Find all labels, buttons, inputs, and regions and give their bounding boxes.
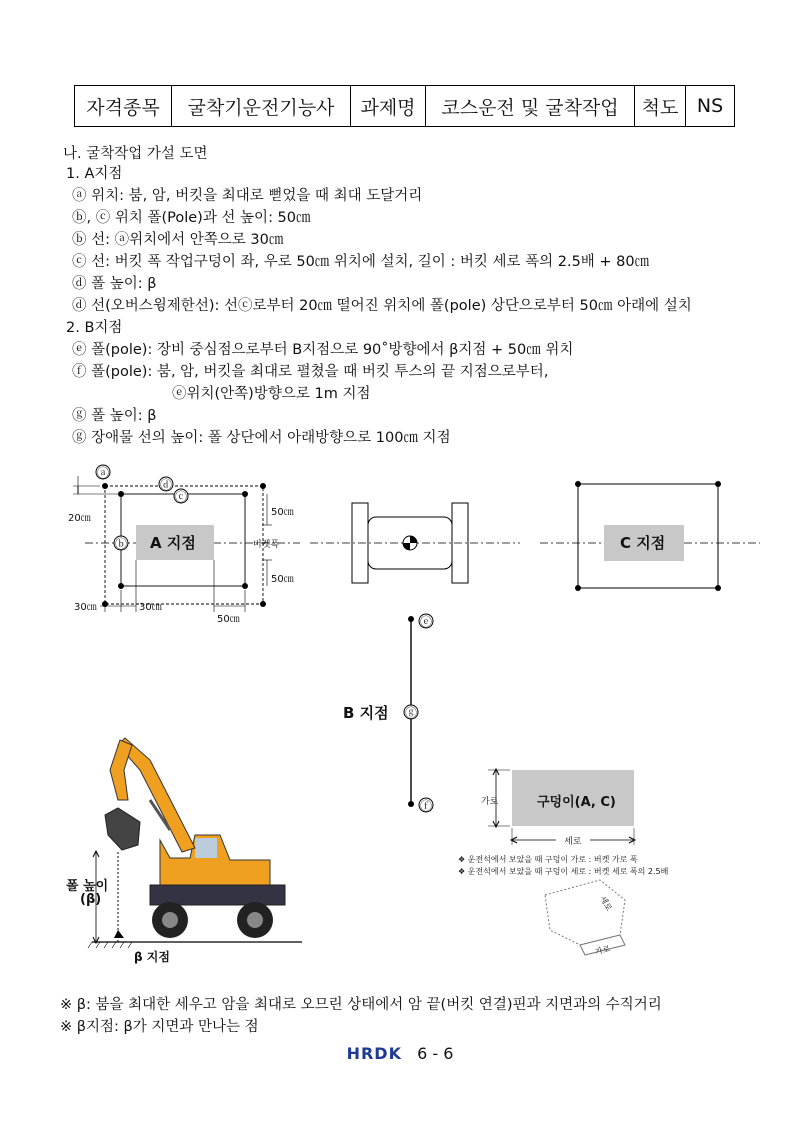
pit-width-label: 가로 (481, 797, 499, 807)
marker-g-label: ⓖ (405, 706, 418, 720)
pit-note-2: ❖ 운전석에서 보았을 때 구덩이 세로 : 버켓 세로 폭의 2.5배 (458, 867, 669, 876)
dim-30cm-inner: 30㎝ (139, 602, 162, 613)
a-point-label: A 지점 (150, 534, 196, 552)
line-f-pole: ⓕ 폴(pole): 붐, 암, 버킷을 최대로 펼쳤을 때 버킷 투스의 끝 지점으로부터, (72, 364, 549, 380)
line-bc-height: ⓑ, ⓒ 위치 폴(Pole)과 선 높이: 50㎝ (72, 210, 311, 226)
note-beta: ※ β: 붐을 최대한 세우고 암을 최대로 오므린 상태에서 암 끝(버킷 연결)핀과 지면과의 수직거리 (60, 997, 662, 1013)
dim-30cm-outer: 30㎝ (74, 602, 97, 613)
bucket-sero-label: 세로 (597, 894, 614, 913)
line-b-line: ⓑ 선: ⓐ위치에서 안쪽으로 30㎝ (72, 232, 284, 248)
header-cell-task-label: 과제명 (351, 86, 426, 127)
bucket-width-label: 버켓폭 (253, 540, 280, 550)
line-e-pole: ⓔ 폴(pole): 장비 중심점으로부터 B지점으로 90˚방향에서 β지점 + 50㎝ 위치 (72, 342, 574, 358)
marker-b-label: ⓑ (115, 537, 128, 551)
line-f-pole-cont: ⓔ위치(안쪽)방향으로 1m 지점 (172, 386, 371, 402)
excavator-side-view (88, 738, 302, 948)
header-cell-qualification-label: 자격종목 (75, 86, 172, 127)
beta-point-label: β 지점 (134, 950, 170, 964)
b-point-label: B 지점 (343, 704, 389, 722)
header-cell-scale-label: 척도 (635, 86, 686, 127)
dim-50cm-mid: 50㎝ (271, 574, 294, 585)
marker-a-label: ⓐ (97, 466, 110, 480)
line-d-height: ⓓ 폴 높이: β (72, 276, 157, 292)
marker-f-label: ⓕ (420, 799, 433, 813)
pole-height-label: 폴 높이 (66, 879, 109, 894)
line-d-line: ⓓ 선(오버스윙제한선): 선ⓒ로부터 20㎝ 떨어진 위치에 폴(pole) 상단으로부터 50㎝ 아래에 설치 (72, 298, 692, 314)
header-cell-qualification: 굴착기운전기능사 (172, 86, 351, 127)
line-g-line: ⓖ 장애물 선의 높이: 폴 상단에서 아래방향으로 100㎝ 지점 (72, 430, 451, 446)
header-cell-scale: NS (686, 86, 735, 127)
page-footer (0, 1044, 800, 1063)
dim-20cm: 20㎝ (68, 513, 91, 524)
excavator-top-view (310, 503, 520, 583)
line-c-line: ⓒ 선: 버킷 폭 작업구덩이 좌, 우로 50㎝ 위치에 설치, 길이 : 버킷 세로 폭의 2.5배 + 80㎝ (72, 254, 650, 270)
hrdk-logo: HRDK (346, 1044, 402, 1063)
pit-note-1: ❖ 운전석에서 보았을 때 구덩이 가로 : 버켓 가로 폭 (458, 855, 638, 864)
subsection-b: 2. B지점 (66, 320, 123, 336)
note-beta-point: ※ β지점: β가 지면과 만나는 점 (60, 1019, 259, 1035)
beta-label: (β) (80, 892, 102, 907)
dim-50cm-top: 50㎝ (271, 507, 294, 518)
line-a-position: ⓐ 위치: 붐, 암, 버킷을 최대로 뻗었을 때 최대 도달거리 (72, 188, 423, 204)
pit-label: 구덩이(A, C) (537, 795, 616, 810)
dim-50cm-bottom: 50㎝ (217, 614, 240, 625)
marker-e-label: ⓔ (420, 615, 433, 629)
pit-length-label: 세로 (564, 837, 582, 847)
marker-c-label: ⓒ (175, 490, 188, 504)
line-g-height: ⓖ 폴 높이: β (72, 408, 157, 424)
bucket-garo-label: 가로 (594, 944, 612, 957)
marker-d-label: ⓓ (160, 478, 173, 492)
section-title: 나. 굴착작업 가설 도면 (63, 146, 208, 162)
subsection-a: 1. A지점 (66, 166, 123, 182)
c-point-label: C 지점 (620, 534, 666, 552)
page-number: 6 - 6 (417, 1044, 454, 1063)
header-cell-task: 코스운전 및 굴착작업 (426, 86, 635, 127)
